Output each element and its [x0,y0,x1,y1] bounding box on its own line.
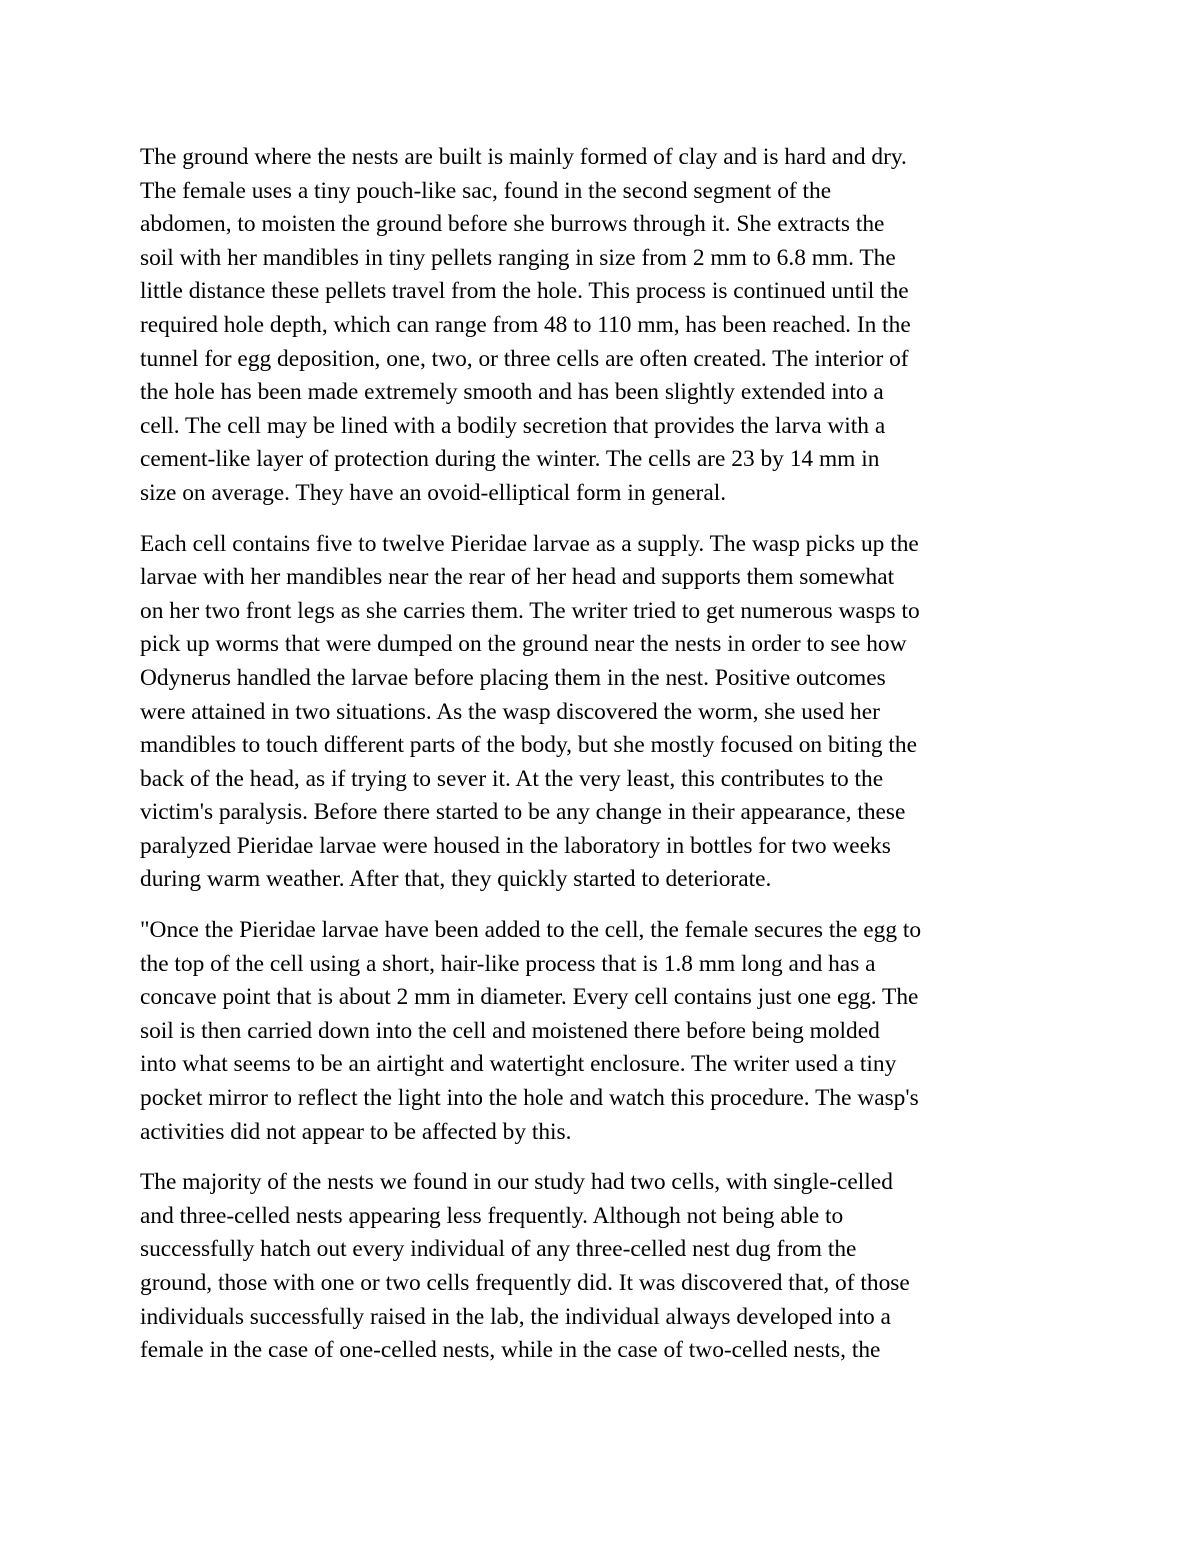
text-line: mandibles to touch different parts of the body, but she mostly focused on biting the [140,732,917,759]
text-line: pick up worms that were dumped on the ground near the nests in order to see how [140,631,907,658]
text-line: the hole has been made extremely smooth and has been slightly extended into a [140,379,884,406]
text-line: cell. The cell may be lined with a bodily secretion that provides the larva with a [140,412,886,439]
text-line: and three-celled nests appearing less frequently. Although not being able to [140,1202,844,1229]
text-line: individuals successfully raised in the lab, the individual always developed into a [140,1303,891,1330]
text-line: size on average. They have an ovoid-elliptical form in general. [140,479,727,506]
text-line: Each cell contains five to twelve Pieridae larvae as a supply. The wasp picks up the [140,530,919,557]
text-line: cement-like layer of protection during the winter. The cells are 23 by 14 mm in [140,446,880,473]
document-body [140,141,1100,1385]
text-line: pocket mirror to reflect the light into the hole and watch this procedure. The wasp's [140,1085,919,1112]
text-line: tunnel for egg deposition, one, two, or three cells are often created. The interior of [140,345,909,372]
text-line: The majority of the nests we found in our study had two cells, with single-celled [140,1169,893,1196]
text-line: victim's paralysis. Before there started to be any change in their appearance, these [140,799,906,826]
text-line: on her two front legs as she carries them. The writer tried to get numerous wasps to [140,597,920,624]
text-line: The female uses a tiny pouch-like sac, found in the second segment of the [140,177,832,204]
text-line: larvae with her mandibles near the rear of her head and supports them somewhat [140,564,895,591]
text-line: "Once the Pieridae larvae have been added to the cell, the female secures the egg to [140,917,922,944]
text-line: were attained in two situations. As the wasp discovered the worm, she used her [140,698,880,725]
text-line: paralyzed Pieridae larvae were housed in the laboratory in bottles for two weeks [140,832,891,859]
paragraph-4 [140,1166,1100,1368]
text-line: the top of the cell using a short, hair-like process that is 1.8 mm long and has a [140,950,876,977]
text-line: ground, those with one or two cells frequently did. It was discovered that, of those [140,1270,910,1296]
paragraph-3 [140,914,1100,1149]
text-line: Odynerus handled the larvae before placing them in the nest. Positive outcomes [140,664,886,691]
text-line: into what seems to be an airtight and watertight enclosure. The writer used a tiny [140,1051,897,1078]
text-line: The ground where the nests are built is mainly formed of clay and is hard and dry. [140,144,907,170]
text-line: concave point that is about 2 mm in diameter. Every cell contains just one egg. The [140,984,919,1011]
text-line: successfully hatch out every individual of any three-celled nest dug from the [140,1236,857,1263]
text-line: female in the case of one-celled nests, while in the case of two-celled nests, the [140,1337,881,1364]
text-line: abdomen, to moisten the ground before she burrows through it. She extracts the [140,211,885,238]
text-line: activities did not appear to be affected by this. [140,1118,572,1145]
text-line: required hole depth, which can range from 48 to 110 mm, has been reached. In the [140,311,911,338]
text-line: during warm weather. After that, they quickly started to deteriorate. [140,866,772,893]
text-line: soil is then carried down into the cell and moistened there before being molded [140,1017,880,1044]
text-line: soil with her mandibles in tiny pellets ranging in size from 2 mm to 6.8 mm. The [140,244,896,271]
text-line: little distance these pellets travel from the hole. This process is continued until the [140,278,909,305]
paragraph-2 [140,528,1100,898]
paragraph-1 [140,141,1100,511]
text-line: back of the head, as if trying to sever it. At the very least, this contributes to the [140,765,884,792]
